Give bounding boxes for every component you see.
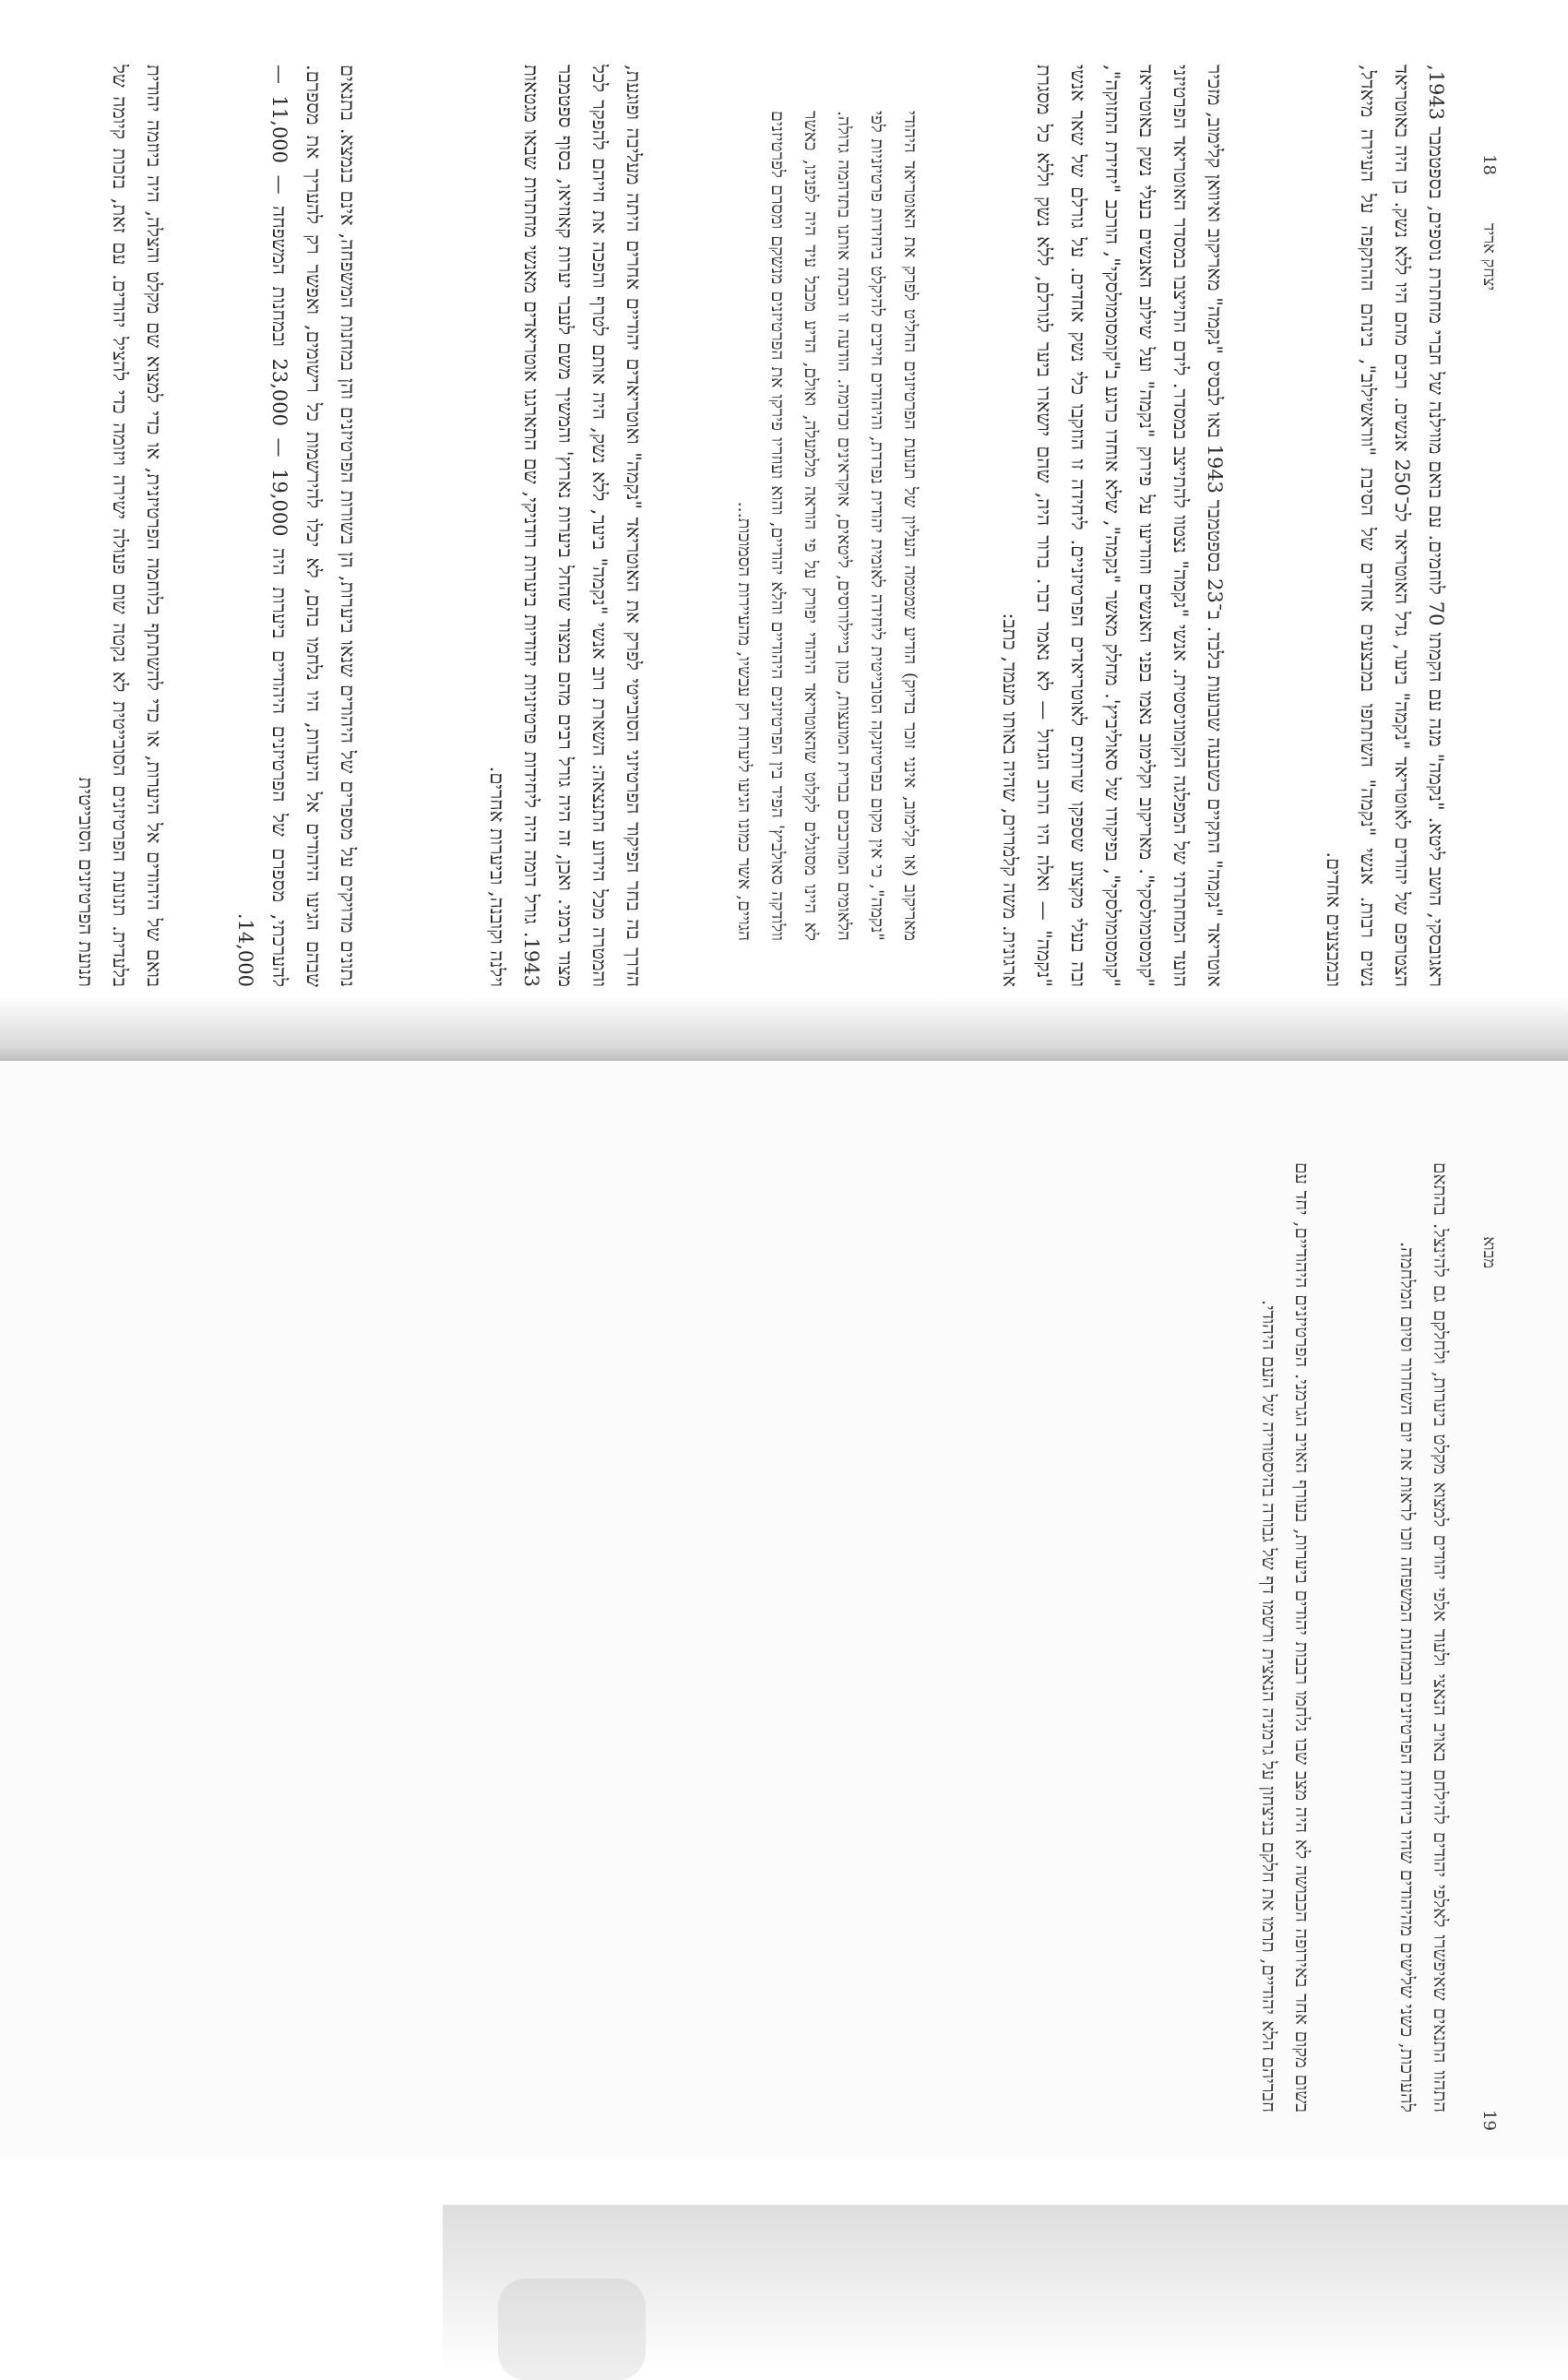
paragraph: בשום מקום אחר באירופה הכבושה לא היה מצב שבו נלחמו רבבות יהודים ביערות, בעורף האויב הגרמני. הפרטיזנים היהודיים, יחד עם חבריהם הלא יהודיים, תרמו את חלקם בניצחון על גרמניה הנאצית ורשמו דף של גבורה בהיסטוריה של העם היהודי. [1258,1162,1313,2112]
page-19 [0,1061,1568,2157]
block-quote: מאריקוב (או קלימוב, אינני זוכר בדיוק) הודיע שמטמה העליון של תנועת הפרטיזנים החליט לפרק את האוטריאד היהודי "נקמה", כי אין מקום בפרטיזנקה הסובייטית ליחידה לאומית יהודית נפרדת, והיהודים חייבים להיקלט ביחידות פרטיזניות לפי הלאומים המורכבים בברית המועצות, כגון בייילורוסים, ליטאים, אוקראינים וכדומה. הודעה זו הכתה אותנו בתדהמה גדולה. לא היינו מסוגלים לקלוט שהאוטריאד היהודי יפורק על פי הוראה מלמעלה, ואולם, הדיע מכבל עיד היה לפנינו, כאשר וולודקה סאולביץ' הפיד בין הפרטיזנים היהודיים והלא יהודיים, והוא ועוזריו פירקו את הפרטיזנים מנשקם ומסרם לפרטיזנים הגויים, אשר כמונו הגיעו ליערות רק עכשיו, מהעיירות הסמוכות... [734,111,921,941]
running-head: מבוא [1479,1236,1499,1268]
paragraph: הדרך בה בחר הפיקוד הפרטיזני הסובייטי לפרק את האוטריאד "נקמה" ואוטריאדים יהודיים אחרים היתה מעליבה ופוגעת, והמטרה מכל הידוע התנצאה: השארת רוב אנשי "נקמה" ביער, ללא נשק, היה אותם לטרף והפכה את חייהם להפקר לכל מצוד גרמני. ואכן, זה היה גורל רבים מהם במצוד שהחל ביערות נארוץ' והמשיך משם לעבר יערות קאוזיאו, בסוף ספטמבר 1943. גורל דומה היה ליחידות פרטיזניות יהודיות ביערות רודניקי, שם התארגנו אוטריאדים מאנשי מחתרות שבאו מגטאות וילנה וקובנה, וביערות אחרים. [486,65,645,987]
paragraph: התהוו התנאים שאיפשרו לאלפי יהודים להילחם באויב הנאצי ולעוד אלפי יהודים למצוא מקלט ביערות, ולחלקם גם להינצל. בהתאם להערכות, כשני שלישים מהיהודים שהיו ביחידות הפרטיזנים ובמחנות המשפחה וזכו לראות את יום השחרור וסיום המלחמה. [1396,1162,1452,2113]
page-number: 19 [1479,2110,1499,2131]
paragraph: בואם של היהודים אל היערות, או כדי להשתתף בלוחמה הפרטיזנית, או כדי למצוא שם מקלט והצלה, היה ביוזמה יהודית בלעדית. תנועת הפרטיזנים הסובייטית לא נקטה שום פעולה ישירה ויזומה כדי להציל יהודים. עם זאת, בזכות קיומה של תנועת הפרטיזנים הסובייטית [75,65,165,987]
page-number: 18 [1479,154,1499,175]
paragraph: אוטריאד "נקמה" התקיים כשבעה שבועות בלבד. ב־23 בספטמבר 1943 באו לבסיס "נקמה" מאריקוב ואיוואן קלימוב, מזכיר הועד המחתרתי של המפלגה הקומוניסטית. אנשי "נקמה" נצטוו להתייצב במסדר. לידם התייצבו במסדר האוטריאד הפרטיזני "קומסומולסקי". מאריקוב וקלימוב נאמו בפני האנשים והודיעו על פירוק "נקמה" ועל שילוב האנשים בעלי נשק באוטריאד "קומסומולסקי", בפיקודו של סאוליביץ'. מחלק מאשר "נקמה", שלא אוחדו כרגע ב"קומסומולסקי", הורכב "יחידת התזוקה", ובה בעלי מקצוע שספקו שרותים לאוטריאדים הפרטיזניים. ליחידה זו הוזקבו כלי נשק אחדים. על גורלם של שאר אנשי "נקמה" — ואלה היו הרוב הגדול — לא נאמר דבר. ברור היה, שהם יושארו ביער לגורלם, ללא נשק וללא כל מסגרת ארגונית. משה קלמרוים, שהיה באותו מעמד, כתב: [999,65,1226,987]
paragraph: ראגובסקי, הושב ליטא. "נקמה" מנה עם הקמתו 70 לוחמים. עם בואם מווילנה של חברי מחתרת נוספים, בספטמבר 1943, הצטרפם של יהודים לאוטריאד "נקמה" ביער, גדל האוטריאד לכ־250 אנשים. רבים מהם היו ללא נשק. בן היה באוטריאד נשים רבות. אנשי "נקמה" השתתפו במבצעים אחדים של הסיבת "ווראשילוב", בינהם ההתקפה על העיירה מיאדל, ובמבצעים אחדים. [1323,65,1447,987]
bleed-through-photo [498,2279,646,2380]
running-head: יצחק אריד [1479,222,1499,291]
paragraph: נתונים מדויקים על מספרים של היהודים שנאו ביערות, הן בשורות הפרטיזנים והן במחנות המשפחה, אינם בנמצא. בתנאים שבהם הגיעו היהודים אל היערות, היו נלחמו בהם, לא יכלו להירשמות כל רישומים, ואפשר רק להעריך את מספרם. להערכתי, מספרם של הפרטיזנים היהודיים ביערות היה 19,000 — 23,000 ובמחנות המשפחה — 11,000 — 14,000. [234,65,359,987]
page-18 [0,0,1568,1061]
